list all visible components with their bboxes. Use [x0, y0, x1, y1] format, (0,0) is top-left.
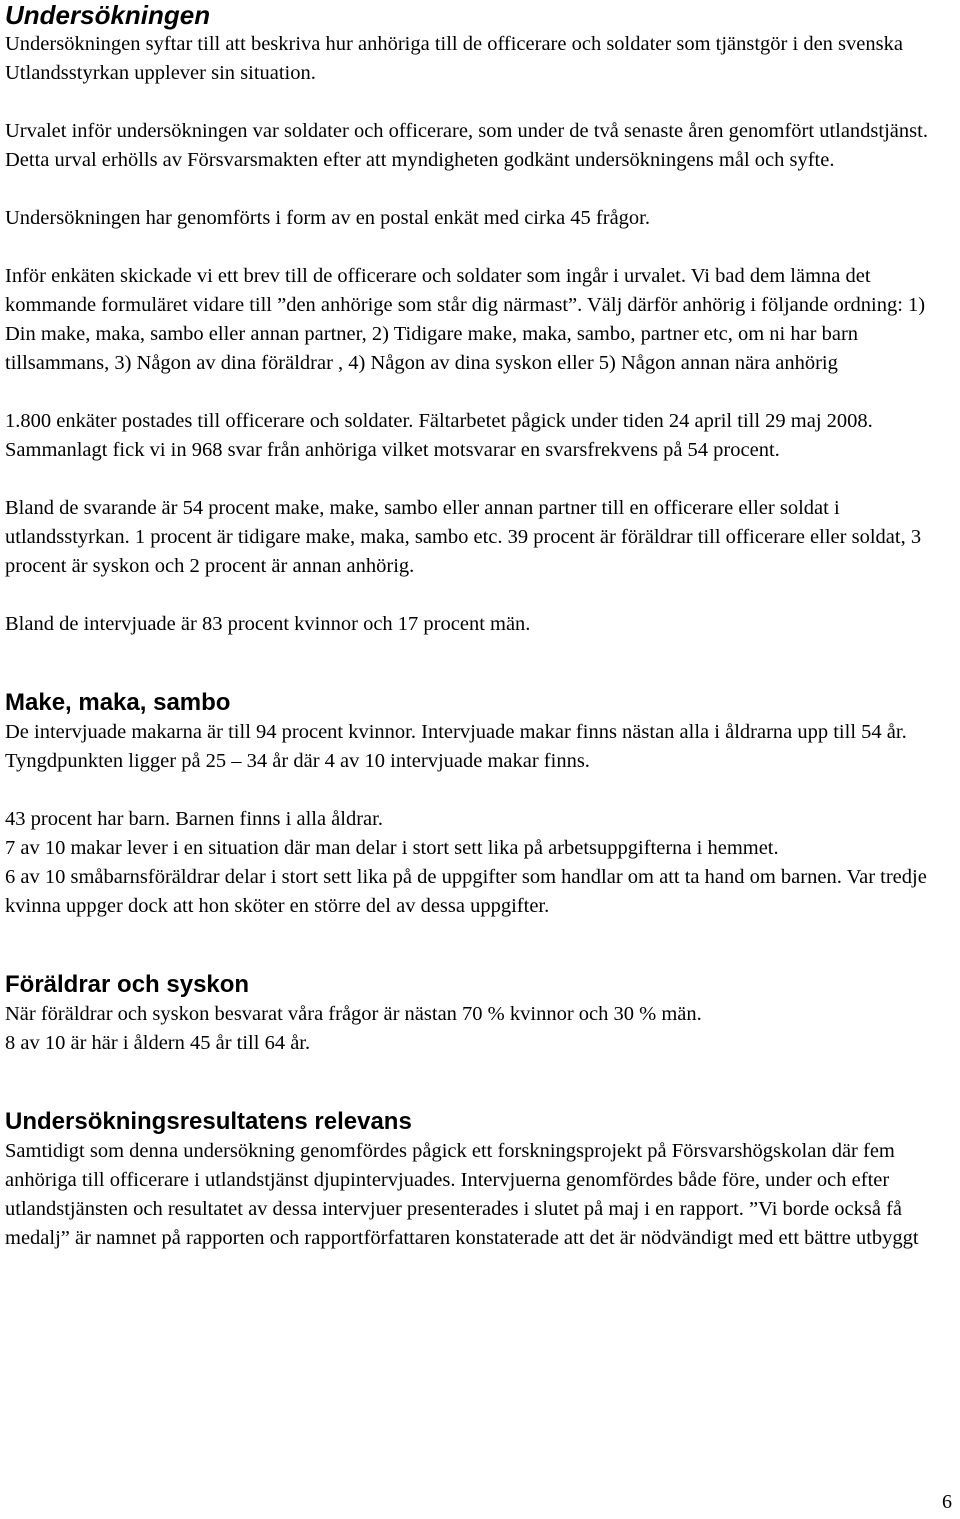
- paragraph-spouses: De intervjuade makarna är till 94 procent kvinnor. Intervjuade makar finns nästan alla i åldrarna upp till 54 år. Tyngdpunkten ligger på 25 – 34 år där 4 av 10 intervjuade makar finns.: [5, 721, 907, 772]
- section-heading-foraldrar-och-syskon: Föräldrar och syskon: [5, 971, 250, 998]
- section-heading-undersokningen: Undersökningen: [5, 0, 211, 30]
- paragraph-parents-gender: När föräldrar och syskon besvarat våra frågor är nästan 70 % kvinnor och 30 % män.: [5, 1003, 702, 1025]
- paragraph-parents-age: 8 av 10 är här i åldern 45 år till 64 år.: [5, 1032, 311, 1054]
- paragraph-children: 43 procent har barn. Barnen finns i alla åldrar.: [5, 808, 383, 830]
- section-heading-relevans: Undersökningsresultatens relevans: [5, 1108, 412, 1135]
- paragraph-respondents: Bland de svarande är 54 procent make, make, sambo eller annan partner till en officerare eller soldat i utlandsstyrkan. 1 procent är tidigare make, maka, sambo etc. 39 procent är föräldrar till officerare eller soldat, 3 procent är syskon och 2 procent är annan anhörig.: [5, 497, 922, 577]
- paragraph-letter: Inför enkäten skickade vi ett brev till de officerare och soldater som ingår i urvalet. Vi bad dem lämna det kommande formuläret vidare till ”den anhörige som står dig närmast”. Välj därför anhörig i följande ordning: 1) Din make, maka, sambo eller annan partner, 2) Tidigare make, maka, sambo, partner etc, om ni har barn tillsammans, 3) Någon av dina föräldrar , 4) Någon av dina syskon eller 5) Någon annan nära anhörig: [5, 265, 926, 374]
- document-page: [5, 0, 955, 1253]
- paragraph-childcare: 6 av 10 småbarnsföräldrar delar i stort sett lika på de uppgifter som handlar om att ta hand om barnen. Var tredje kvinna uppger dock att hon sköter en större del av dessa uppgifter.: [5, 866, 927, 917]
- paragraph-fieldwork: 1.800 enkäter postades till officerare och soldater. Fältarbetet pågick under tiden 24 april till 29 maj 2008. Sammanlagt fick vi in 968 svar från anhöriga vilket motsvarar en svarsfrekvens på 54 procent.: [5, 410, 873, 461]
- section-heading-make-maka-sambo: Make, maka, sambo: [5, 689, 231, 716]
- paragraph-selection: Urvalet inför undersökningen var soldater och officerare, som under de två senaste åren genomfört utlandstjänst. Detta urval erhölls av Försvarsmakten efter att myndigheten godkänt undersökningens mål och syfte.: [5, 120, 928, 171]
- paragraph-household-work: 7 av 10 makar lever i en situation där man delar i stort sett lika på arbetsuppgifterna i hemmet.: [5, 837, 779, 859]
- page-number: 6: [942, 1491, 952, 1513]
- paragraph-gender: Bland de intervjuade är 83 procent kvinnor och 17 procent män.: [5, 613, 531, 635]
- paragraph-purpose: Undersökningen syftar till att beskriva hur anhöriga till de officerare och soldater som tjänstgör i den svenska Utlandsstyrkan upplever sin situation.: [5, 33, 903, 84]
- paragraph-method: Undersökningen har genomförts i form av en postal enkät med cirka 45 frågor.: [5, 207, 650, 229]
- paragraph-research-project: Samtidigt som denna undersökning genomfördes pågick ett forskningsprojekt på Försvarshögskolan där fem anhöriga till officerare i utlandstjänst djupintervjuades. Intervjuerna genomfördes både före, under och efter utlandstjänsten och resultatet av dessa intervjuer presenterades i slutet på maj i en rapport. ”Vi borde också få medalj” är namnet på rapporten och rapportförfattaren konstaterade att det är nödvändigt med ett bättre utbyggt: [5, 1140, 919, 1249]
